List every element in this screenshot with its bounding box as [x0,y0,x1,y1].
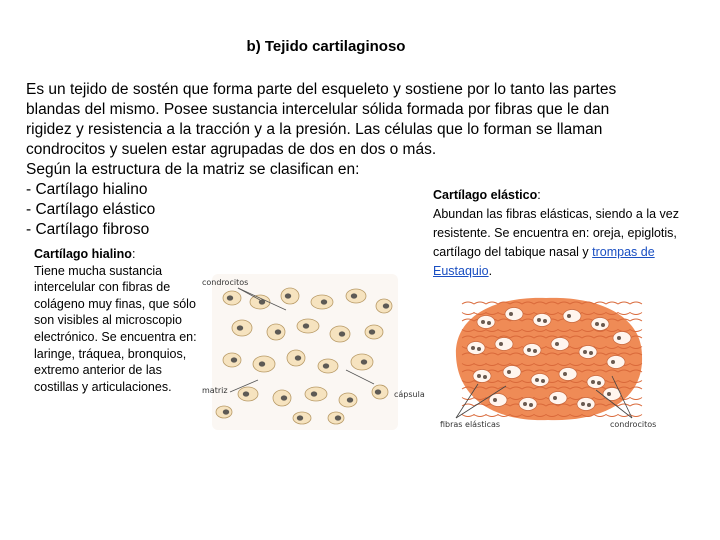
chondrocyte-nucleus [587,403,591,407]
elastic-lacuna [533,314,551,327]
hyaline-cartilage-description [34,246,204,395]
hyaline-heading-colon: : [131,247,136,261]
chondrocyte-nucleus [509,312,513,316]
chondrocyte-nucleus [303,323,309,328]
elastic-body-end: . [488,264,493,278]
chondrocyte-nucleus [321,299,327,304]
chondrocyte-nucleus [507,370,511,374]
chondrocyte-nucleus [311,391,317,396]
elastic-heading-colon: : [537,188,541,202]
chondrocyte-nucleus [285,293,291,298]
elastic-lacuna [577,398,595,411]
chondrocyte-nucleus [361,359,367,364]
chondrocyte-nucleus [563,372,567,376]
elastic-lacuna [591,318,609,331]
chondrocyte-nucleus [351,293,357,298]
chondrocyte-nucleus [297,415,303,420]
elastic-lacuna [519,398,537,411]
elastic-lacuna [523,344,541,357]
hyaline-cartilage-figure [198,272,428,432]
page-title: b) Tejido cartilaginoso [246,38,406,55]
elastic-cartilage-illustration [436,286,660,434]
chondrocyte-nucleus [499,342,503,346]
elastic-lacuna [495,338,513,351]
chondrocyte-nucleus [541,379,545,383]
elastic-lacuna [613,332,631,345]
elastic-cartilage-figure [436,286,660,434]
chondrocyte-nucleus [583,350,587,354]
chondrocyte-nucleus [591,380,595,384]
chondrocyte-nucleus [493,398,497,402]
chondrocyte-nucleus [237,325,243,330]
elastic-lacuna [503,366,521,379]
chondrocyte-nucleus [231,357,237,362]
chondrocyte-nucleus [323,363,329,368]
chondrocyte-nucleus [335,415,341,420]
chondrocyte-nucleus [581,402,585,406]
elastic-lacuna [467,342,485,355]
chondrocyte-nucleus [259,361,265,366]
elastic-lacuna [579,346,597,359]
chondrocyte-nucleus [543,319,547,323]
elastic-lacuna [607,356,625,369]
hyaline-body: Tiene mucha sustancia intercelular con fibras de colágeno muy finas, que sólo son visibles al microscopio electrónico. Se encuentra en: laringe, tráquea, bronquios, extremo anterior de las costillas y articulaciones. [34,263,197,394]
elastic-heading: Cartílago elástico [433,188,538,202]
eustachian-tubes-link[interactable]: trompas de Eustaquio [433,245,655,278]
chondrocyte-nucleus [529,403,533,407]
elastic-lacuna [505,308,523,321]
chondrocyte-nucleus [375,389,381,394]
elastic-lacuna [563,310,581,323]
chondrocyte-nucleus [553,396,557,400]
chondrocyte-nucleus [555,342,559,346]
intro-paragraph: Es un tejido de sostén que forma parte del esqueleto y sostiene por lo tanto las partes blandas del mismo. Posee sustancia intercelular sólida formada por fibras que le dan rigidez y resistencia a la tracción y a la presión. Las células que lo forman se llaman condrocitos y suelen estar agrupadas de dos en dos o más. Según la estructura de la matriz se clasifican en: - Cartílago hialino - Cartílago elástico - Cartílago fibroso [26,81,617,238]
chondrocyte-nucleus [227,295,233,300]
chondrocyte-nucleus [523,402,527,406]
hyaline-heading: Cartílago hialino [34,247,132,261]
chondrocyte-nucleus [537,318,541,322]
chondrocyte-nucleus [483,375,487,379]
elastic-cartilage-description [433,186,683,281]
elastic-lacuna [559,368,577,381]
hyaline-cartilage-illustration [198,272,428,432]
elastic-lacuna [551,338,569,351]
hyaline-label-capsula: cápsula [394,390,425,399]
hyaline-label-matriz: matriz [202,386,228,395]
chondrocyte-nucleus [295,355,301,360]
elastic-lacuna [477,316,495,329]
elastic-lacuna [531,374,549,387]
chondrocyte-nucleus [597,381,601,385]
chondrocyte-nucleus [533,349,537,353]
chondrocyte-nucleus [601,323,605,327]
chondrocyte-nucleus [487,321,491,325]
chondrocyte-nucleus [527,348,531,352]
elastic-lacuna [549,392,567,405]
elastic-lacuna [587,376,605,389]
chondrocyte-nucleus [617,336,621,340]
elastic-lacuna [473,370,491,383]
chondrocyte-nucleus [477,374,481,378]
elastic-body: Abundan las fibras elásticas, siendo a la vez resistente. Se encuentra en: oreja, epiglotis, cartílago del tabique nasal y [433,207,679,259]
chondrocyte-nucleus [383,303,389,308]
chondrocyte-nucleus [611,360,615,364]
chondrocyte-nucleus [595,322,599,326]
chondrocyte-nucleus [275,329,281,334]
elastic-label-fibras: fibras elásticas [440,420,501,429]
chondrocyte-nucleus [471,346,475,350]
chondrocyte-nucleus [369,329,375,334]
chondrocyte-nucleus [477,347,481,351]
chondrocyte-nucleus [567,314,571,318]
chondrocyte-nucleus [347,397,353,402]
chondrocyte-nucleus [535,378,539,382]
chondrocyte-nucleus [339,331,345,336]
elastic-label-condrocitos: condrocitos [610,420,657,429]
chondrocyte-nucleus [481,320,485,324]
hyaline-label-condrocitos: condrocitos [202,278,249,287]
chondrocyte-nucleus [589,351,593,355]
chondrocyte-nucleus [223,409,229,414]
chondrocyte-nucleus [281,395,287,400]
chondrocyte-nucleus [607,392,611,396]
chondrocyte-nucleus [243,391,249,396]
